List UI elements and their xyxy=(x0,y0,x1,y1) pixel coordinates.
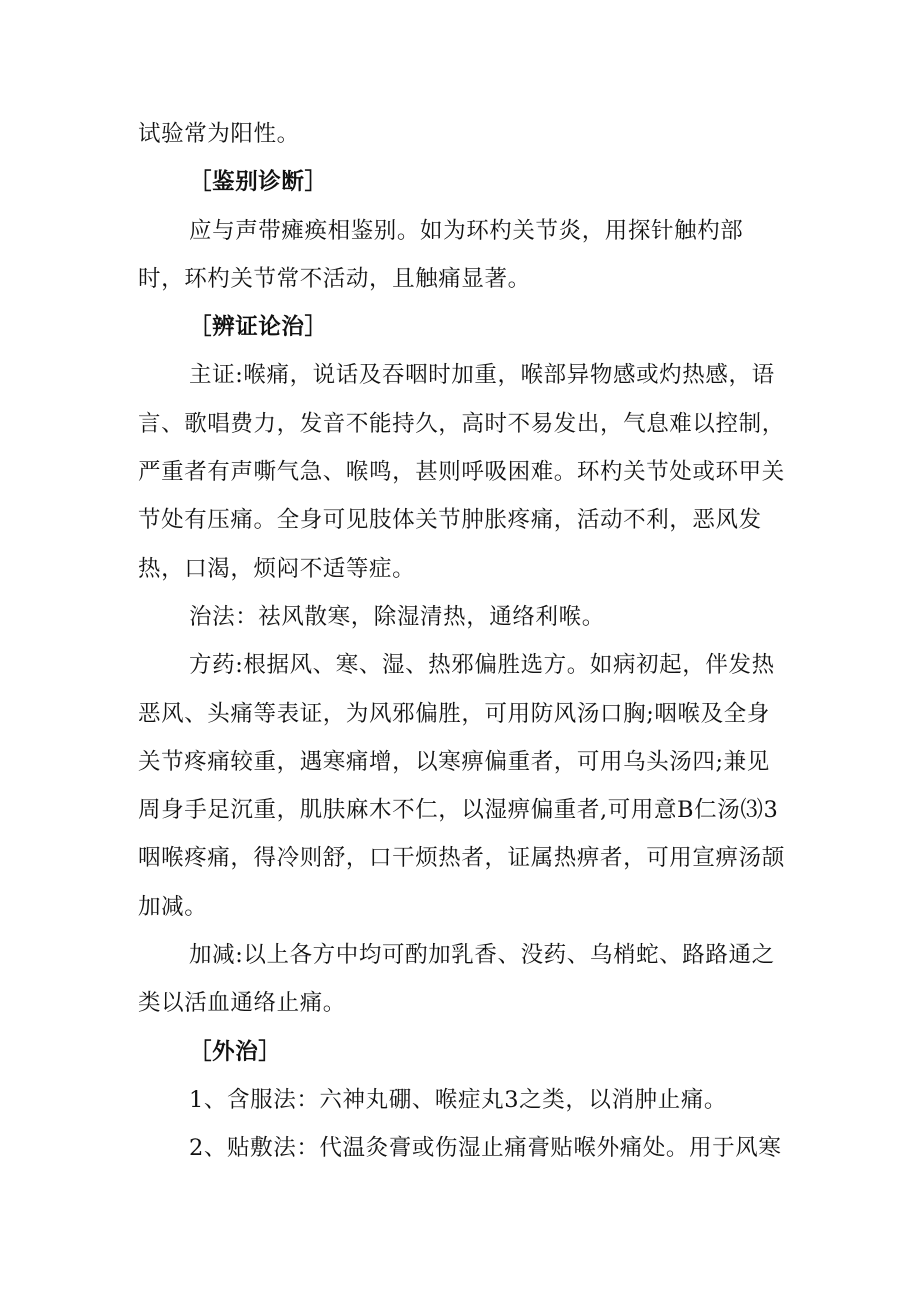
paragraph-treatment-method: 治法：祛风散寒，除湿清热，通络利喉。 xyxy=(189,603,605,630)
list-item-oral-method: 1、含服法：六神丸硼、喉症丸3之类，以消肿止痛。 xyxy=(189,1086,728,1113)
section-heading-external-treatment: ［外治］ xyxy=(189,1038,282,1065)
paragraph-continuation: 试验常为阳性。 xyxy=(138,121,300,147)
section-heading-differential-diagnosis: ［鉴别诊断］ xyxy=(189,169,328,196)
paragraph-modifications: 加减:以上各方中均可酌加乳香、没药、乌梢蛇、路路通之类以活血通络止痛。 xyxy=(138,942,775,1017)
section-heading-treatment: ［辨证论治］ xyxy=(189,314,328,341)
document-body xyxy=(138,110,788,1173)
list-item-plaster-method: 2、贴敷法：代温灸膏或伤湿止痛膏贴喉外痛处。用于风寒 xyxy=(189,1135,782,1162)
paragraph-differential: 应与声带瘫痪相鉴别。如为环杓关节炎，用探针触杓部时，环杓关节常不活动，且触痛显著。 xyxy=(138,217,744,292)
paragraph-prescriptions: 方药:根据风、寒、湿、热邪偏胜选方。如病初起，伴发热恶风、头痛等表证，为风邪偏胜，可用防风汤口胸;咽喉及全身关节疼痛较重，遇寒痛增，以寒痹偏重者，可用乌头汤四;兼见周身手足沉重，肌肤麻木不仁，以湿痹偏重者,可用意B仁汤⑶3咽喉疼痛，得冷则舒，口干烦热者，证属热痹者，可用宣痹汤颉加减。 xyxy=(138,652,785,920)
paragraph-main-symptoms: 主证:喉痛，说话及吞咽时加重，喉部异物感或灼热感，语言、歌唱费力，发音不能持久，高时不易发出，气息难以控制，严重者有声嘶气急、喉鸣，甚则呼吸困难。环杓关节处或环甲关节处有压痛。全身可见肢体关节肿胀疼痛，活动不利，恶风发热，口渴，烦闷不适等症。 xyxy=(138,362,785,582)
